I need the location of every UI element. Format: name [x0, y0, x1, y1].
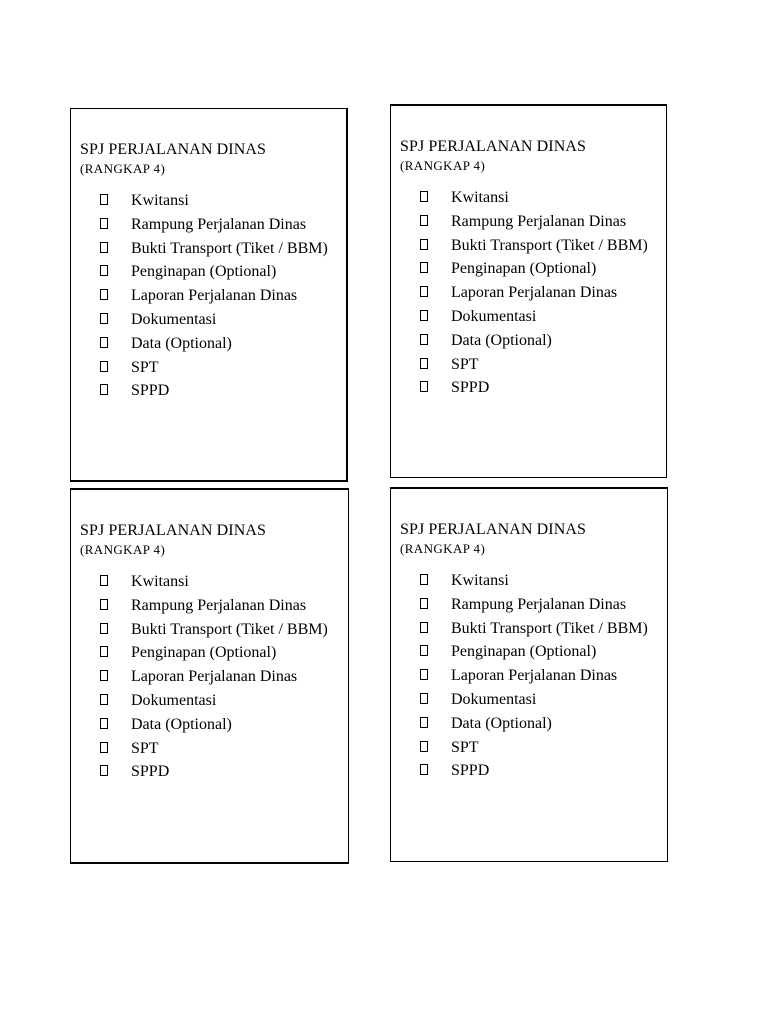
checklist-item: [420, 664, 651, 687]
checklist-item-label: Penginapan (Optional): [131, 644, 277, 662]
checklist-item-label: SPPD: [131, 763, 170, 781]
checkbox-icon: [420, 669, 428, 680]
checklist-item: [100, 641, 331, 664]
checklist-item: [420, 640, 651, 663]
checklist-item: [420, 736, 651, 759]
checklist-item: [100, 618, 331, 641]
checklist-item: [420, 759, 651, 782]
checklist-item: [100, 737, 331, 760]
checklist-item: [100, 284, 331, 307]
checkbox-icon: [100, 194, 108, 205]
checklist-item: [100, 308, 331, 331]
checkbox-icon: [100, 646, 108, 657]
spj-card: [70, 108, 348, 482]
checklist-item-label: Penginapan (Optional): [451, 260, 597, 278]
checklist: [100, 570, 331, 784]
checkbox-icon: [100, 599, 108, 610]
checkbox-icon: [420, 215, 428, 226]
checklist-item-label: Rampung Perjalanan Dinas: [451, 212, 627, 230]
checkbox-icon: [420, 574, 428, 585]
card-title: SPJ PERJALANAN DINAS: [400, 138, 587, 155]
checklist-item: [420, 329, 651, 352]
checkbox-icon: [420, 334, 428, 345]
checkbox-icon: [420, 262, 428, 273]
checkbox-icon: [100, 670, 108, 681]
spj-card: [70, 488, 349, 864]
checklist-item: [420, 257, 651, 280]
checklist-item: [420, 305, 651, 328]
checklist-item-label: Dokumentasi: [131, 310, 217, 328]
checklist: [420, 186, 651, 400]
checkbox-icon: [420, 764, 428, 775]
checklist-item: [100, 379, 331, 402]
checklist-item-label: Data (Optional): [451, 331, 552, 349]
checkbox-icon: [420, 191, 428, 202]
checklist-item-label: Rampung Perjalanan Dinas: [451, 595, 627, 613]
checkbox-icon: [420, 622, 428, 633]
checklist-item: [420, 688, 651, 711]
checklist-item: [420, 569, 651, 592]
card-title: SPJ PERJALANAN DINAS: [80, 141, 267, 158]
checklist-item: [420, 593, 651, 616]
checklist-item: [100, 594, 331, 617]
checklist-item-label: Kwitansi: [131, 192, 189, 209]
checklist-item-label: Laporan Perjalanan Dinas: [131, 287, 298, 305]
checkbox-icon: [100, 742, 108, 753]
checkbox-icon: [100, 694, 108, 705]
checklist-item-label: SPT: [131, 358, 159, 376]
checklist-item-label: SPT: [451, 738, 479, 756]
card-title: SPJ PERJALANAN DINAS: [400, 521, 587, 538]
checklist-item: [420, 281, 651, 304]
checklist-item-label: Rampung Perjalanan Dinas: [131, 215, 307, 233]
checkbox-icon: [100, 337, 108, 348]
checklist-item-label: Laporan Perjalanan Dinas: [451, 667, 618, 685]
card-title: SPJ PERJALANAN DINAS: [80, 522, 267, 539]
checklist-item: [420, 186, 651, 209]
checkbox-icon: [100, 718, 108, 729]
checklist-item: [420, 210, 651, 233]
checklist-item-label: Bukti Transport (Tiket / BBM): [451, 236, 648, 254]
checkbox-icon: [100, 765, 108, 776]
checkbox-icon: [100, 361, 108, 372]
checkbox-icon: [100, 313, 108, 324]
checkbox-icon: [420, 717, 428, 728]
checklist-item-label: Bukti Transport (Tiket / BBM): [131, 239, 328, 257]
checklist-item: [100, 689, 331, 712]
checklist-item: [420, 617, 651, 640]
checklist-item-label: SPPD: [451, 379, 490, 397]
checklist-item: [100, 760, 331, 783]
checklist-item: [420, 234, 651, 257]
checkbox-icon: [100, 289, 108, 300]
checklist-item-label: SPT: [131, 739, 159, 757]
checklist-item-label: Laporan Perjalanan Dinas: [451, 284, 618, 302]
checklist-item-label: Dokumentasi: [451, 690, 537, 708]
checklist-item: [420, 376, 651, 399]
checklist-item-label: Kwitansi: [451, 572, 509, 589]
checklist-item-label: Bukti Transport (Tiket / BBM): [131, 620, 328, 638]
checklist: [420, 569, 651, 783]
checklist-item-label: Rampung Perjalanan Dinas: [131, 596, 307, 614]
spj-card: [390, 487, 668, 862]
checklist-item-label: Data (Optional): [131, 715, 232, 733]
checklist-item-label: Bukti Transport (Tiket / BBM): [451, 619, 648, 637]
checklist-item-label: SPPD: [131, 382, 170, 400]
checkbox-icon: [420, 310, 428, 321]
checklist-item: [100, 237, 331, 260]
checklist-item-label: Penginapan (Optional): [131, 263, 277, 281]
checkbox-icon: [420, 645, 428, 656]
card-subtitle: (RANGKAP 4): [400, 541, 486, 556]
checklist-item: [100, 213, 331, 236]
card-subtitle: (RANGKAP 4): [80, 161, 166, 176]
checklist-item: [100, 713, 331, 736]
checklist-item-label: SPT: [451, 355, 479, 373]
card-subtitle: (RANGKAP 4): [400, 158, 486, 173]
checklist-item: [420, 712, 651, 735]
checklist-item-label: Kwitansi: [451, 189, 509, 206]
card-subtitle: (RANGKAP 4): [80, 542, 166, 557]
checklist-item: [100, 260, 331, 283]
checkbox-icon: [100, 575, 108, 586]
checklist-item-label: SPPD: [451, 762, 490, 780]
checklist-item: [100, 356, 331, 379]
checkbox-icon: [420, 741, 428, 752]
checkbox-icon: [100, 242, 108, 253]
checklist-item-label: Dokumentasi: [451, 307, 537, 325]
checklist-item: [100, 665, 331, 688]
checklist-item-label: Kwitansi: [131, 573, 189, 590]
checklist-item: [100, 570, 331, 593]
checklist-item-label: Data (Optional): [451, 714, 552, 732]
checkbox-icon: [420, 598, 428, 609]
checklist-item-label: Laporan Perjalanan Dinas: [131, 668, 298, 686]
checkbox-icon: [420, 358, 428, 369]
checklist-item-label: Data (Optional): [131, 334, 232, 352]
checkbox-icon: [100, 218, 108, 229]
checkbox-icon: [420, 693, 428, 704]
checklist-item: [100, 189, 331, 212]
checkbox-icon: [100, 265, 108, 276]
checkbox-icon: [420, 381, 428, 392]
checklist-item-label: Dokumentasi: [131, 691, 217, 709]
checkbox-icon: [420, 286, 428, 297]
spj-card: [390, 104, 667, 478]
checklist-item-label: Penginapan (Optional): [451, 643, 597, 661]
checkbox-icon: [100, 623, 108, 634]
checklist-item: [100, 332, 331, 355]
checkbox-icon: [420, 239, 428, 250]
checklist-item: [420, 353, 651, 376]
checklist: [100, 189, 331, 403]
checkbox-icon: [100, 384, 108, 395]
